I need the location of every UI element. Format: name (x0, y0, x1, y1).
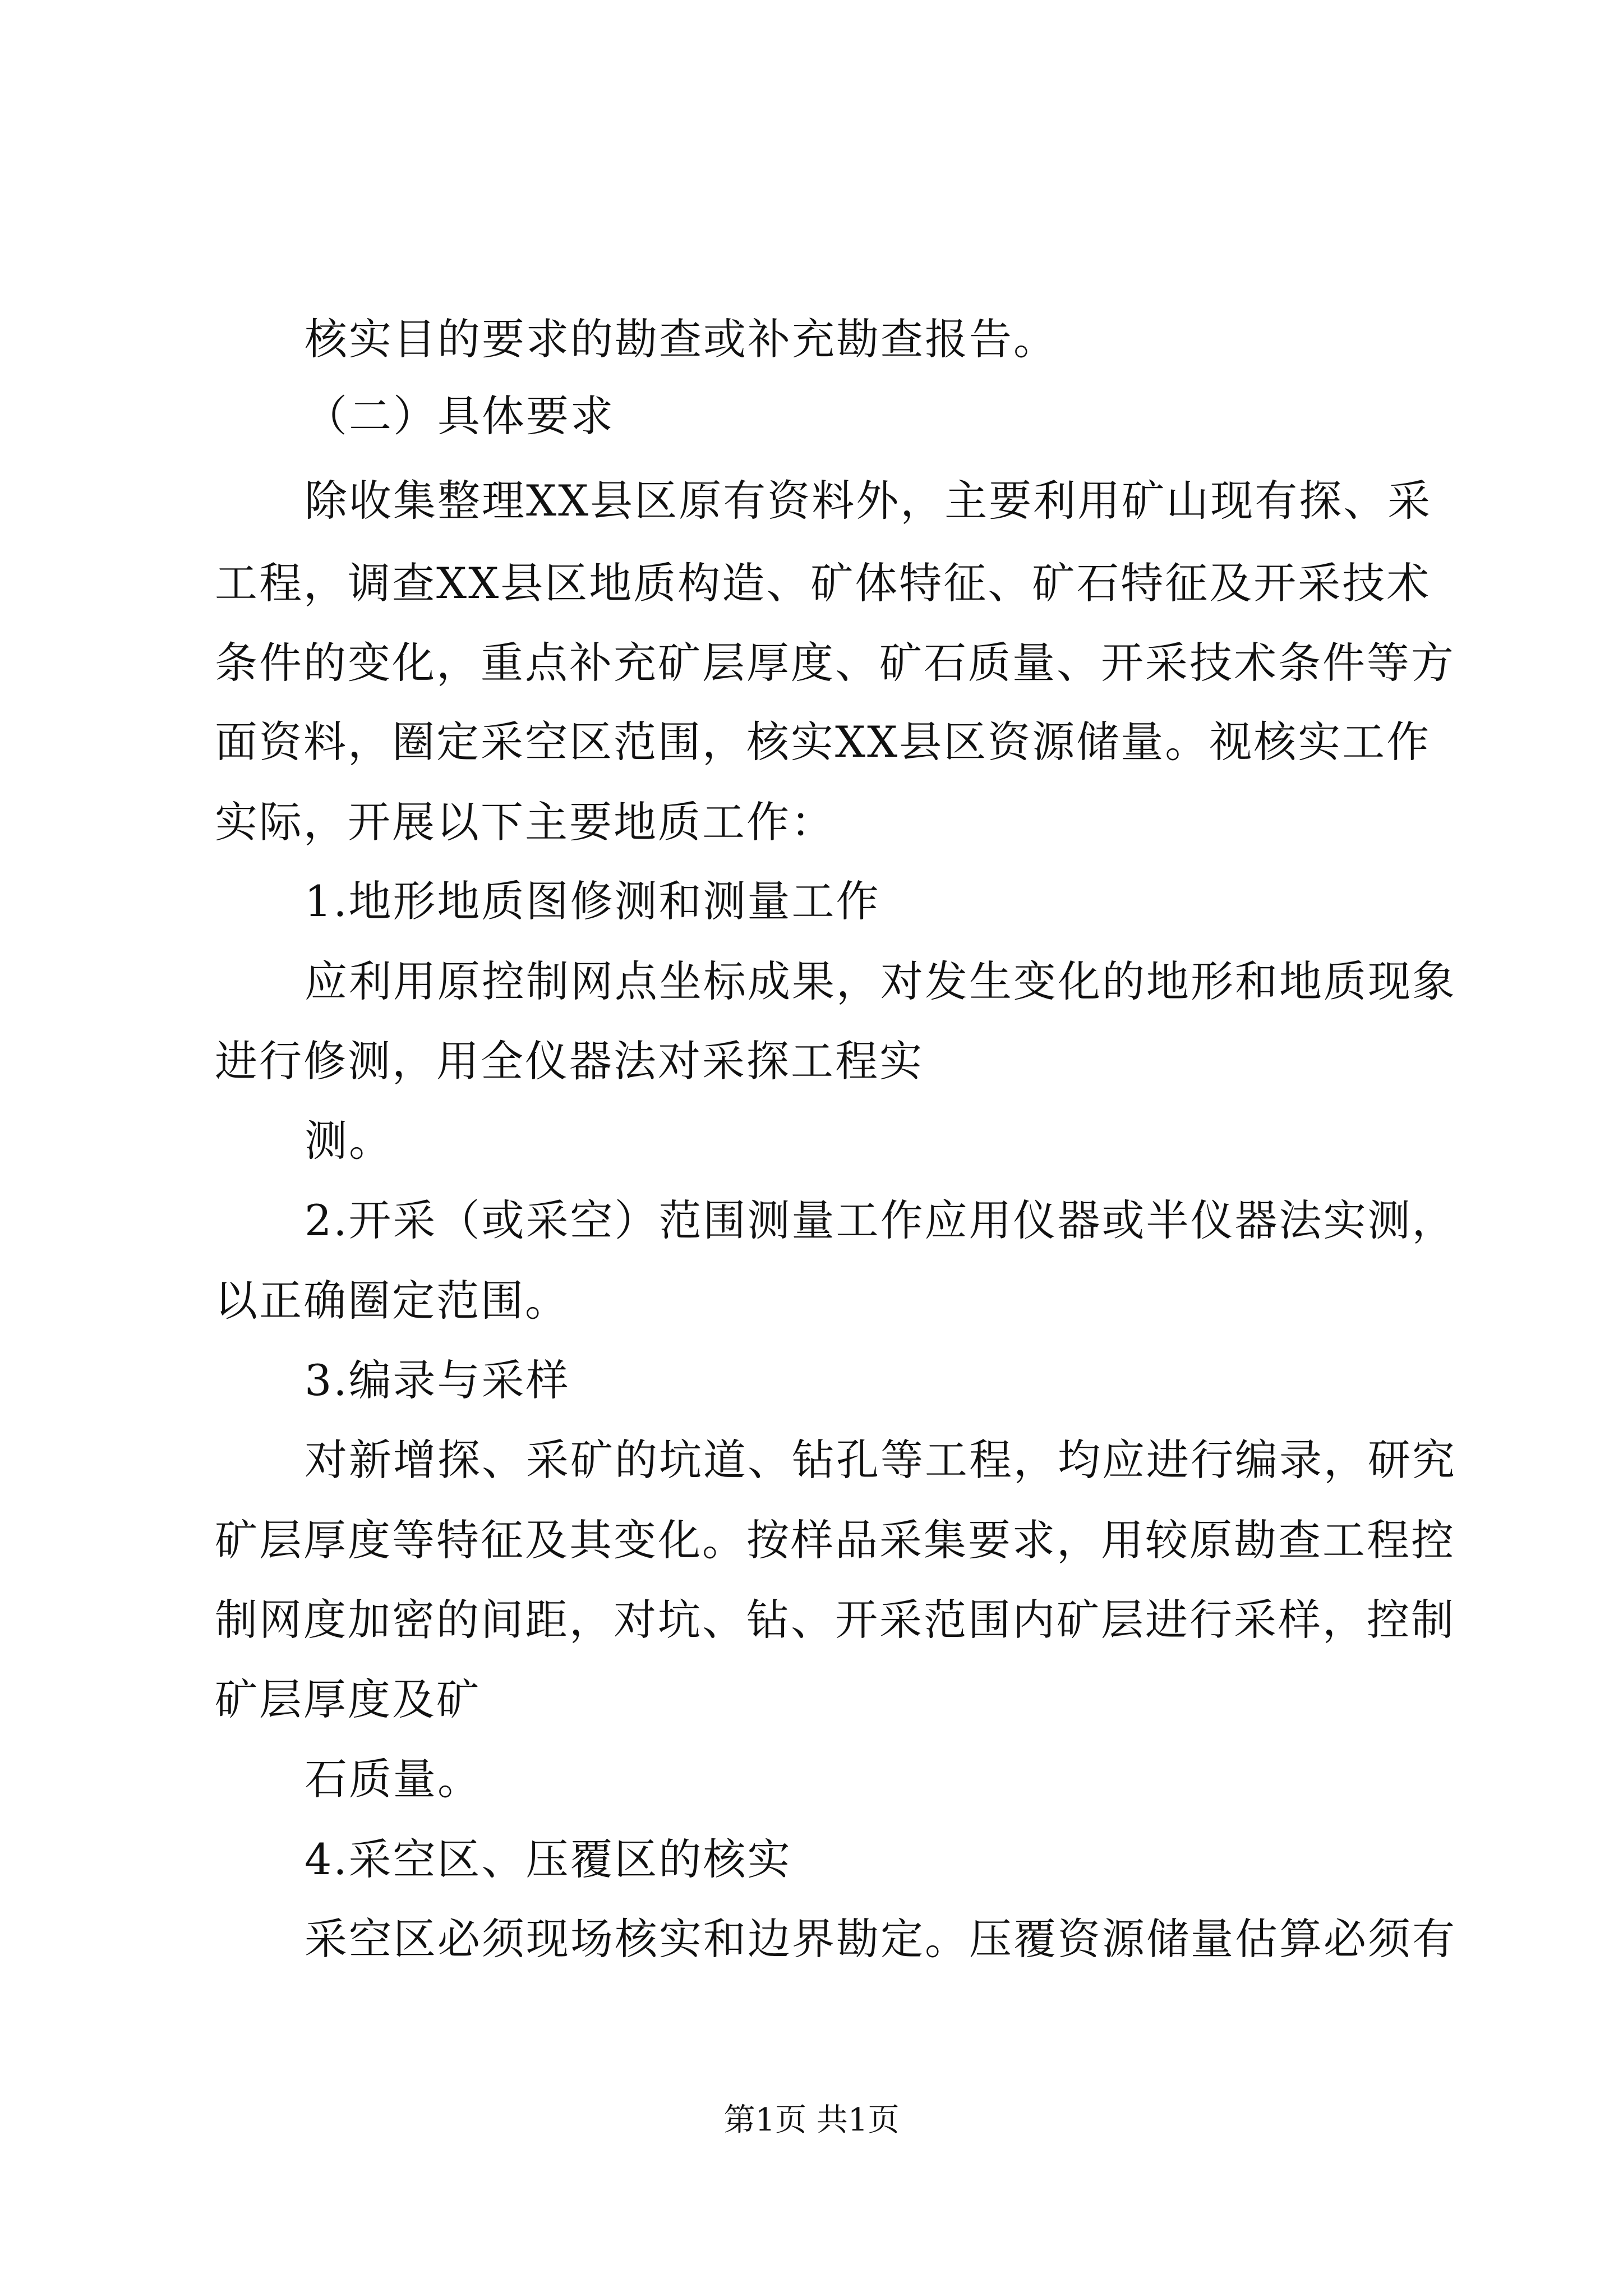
body-line-18: 矿层厚度及矿 (215, 1674, 481, 1724)
section-heading: （二）具体要求 (305, 391, 615, 441)
body-line-21: 采空区必须现场核实和边界勘定。压覆资源储量估算必须有 (305, 1914, 1456, 1964)
item-heading-1: 1.地形地质图修测和测量工作 (305, 876, 880, 926)
body-line-16: 矿层厚度等特征及其变化。按样品采集要求，用较原勘查工程控 (215, 1515, 1455, 1565)
body-line-3: 除收集整理XX县区原有资料外，主要利用矿山现有探、采 (305, 476, 1432, 526)
page-footer: 第1页 共1页 (723, 2102, 900, 2138)
body-line-4: 工程，调查XX县区地质构造、矿体特征、矿石特征及开采技术 (215, 558, 1431, 608)
body-line-5: 条件的变化，重点补充矿层厚度、矿石质量、开采技术条件等方 (215, 638, 1455, 688)
item-heading-4: 4.采空区、压覆区的核实 (305, 1834, 792, 1884)
body-line-10: 进行修测，用全仪器法对采探工程实 (215, 1036, 924, 1086)
body-line-11: 测。 (305, 1116, 393, 1166)
body-line-1: 核实目的要求的勘查或补充勘查报告。 (305, 314, 1058, 364)
body-line-17: 制网度加密的间距，对坑、钻、开采范围内矿层进行采样，控制 (215, 1595, 1455, 1645)
body-line-7: 实际，开展以下主要地质工作： (215, 797, 835, 847)
item-heading-3: 3.编录与采样 (305, 1355, 570, 1405)
body-line-19: 石质量。 (305, 1754, 482, 1804)
body-line-6: 面资料，圈定采空区范围，核实XX县区资源储量。视核实工作 (215, 717, 1431, 767)
body-line-13: 以正确圈定范围。 (215, 1276, 569, 1326)
item-heading-2: 2.开采（或采空）范围测量工作应用仪器或半仪器法实测， (305, 1195, 1456, 1245)
body-line-9: 应利用原控制网点坐标成果，对发生变化的地形和地质现象 (305, 956, 1456, 1006)
body-line-15: 对新增探、采矿的坑道、钻孔等工程，均应进行编录，研究 (305, 1435, 1456, 1485)
